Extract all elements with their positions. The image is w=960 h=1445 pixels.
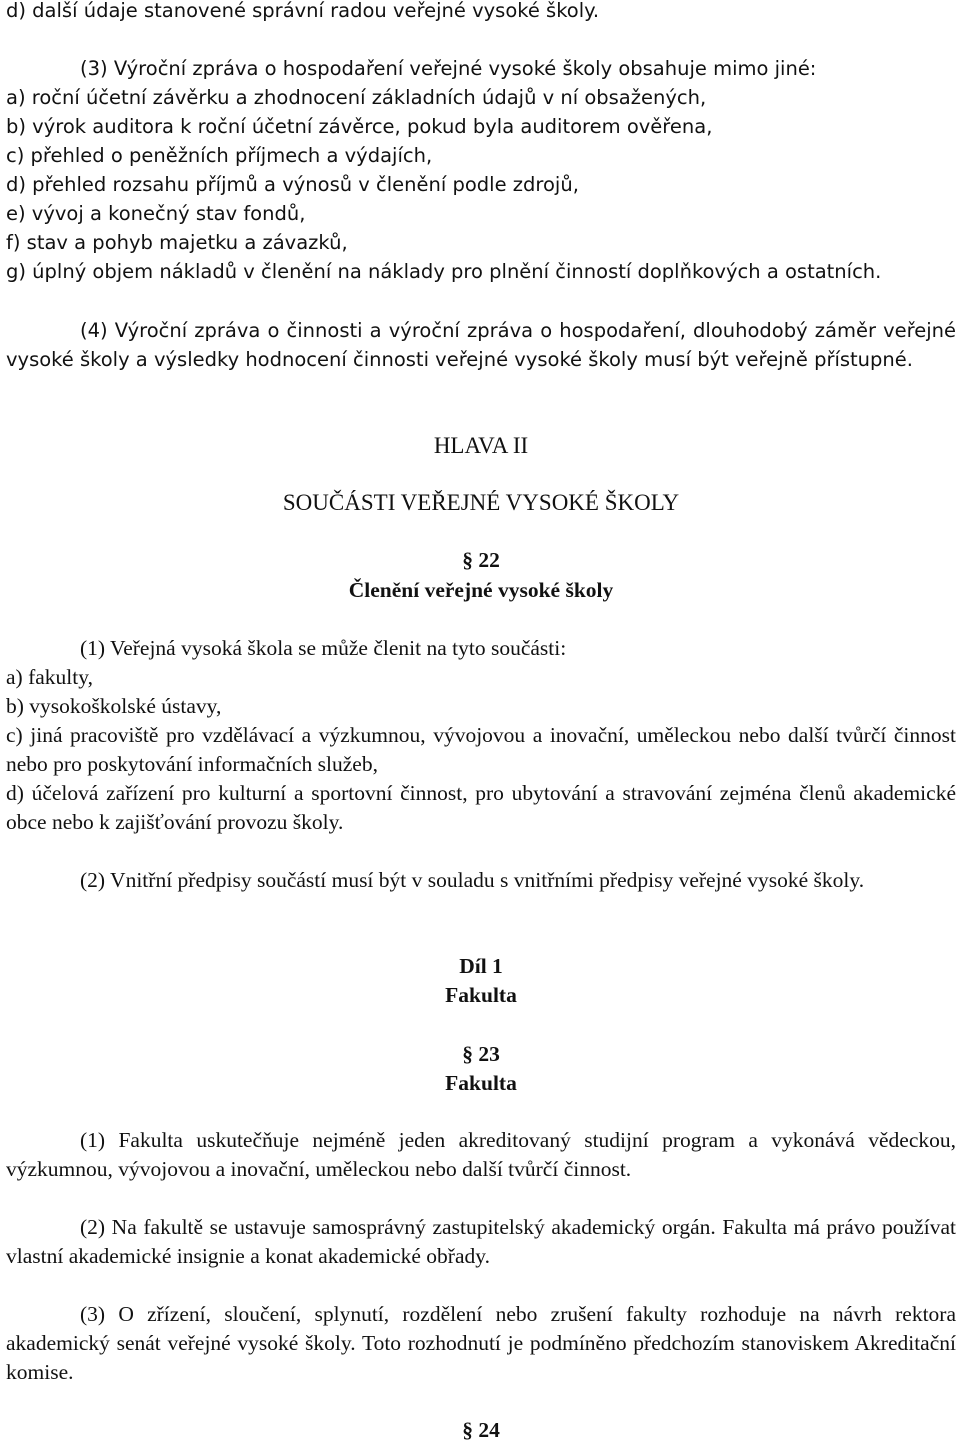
section-22-number: § 22 — [462, 548, 500, 572]
sec23-p3: (3) O zřízení, sloučení, splynutí, rozdělení nebo zrušení fakulty rozhoduje na návrh rektora akademický senát veřejné vysoké školy. Toto rozhodnutí je podmíněno předchozím stanoviskem Akreditační komise. — [6, 1302, 956, 1384]
section-24-number: § 24 — [462, 1418, 500, 1442]
dil-title: Fakulta — [445, 983, 517, 1007]
sec22-item-b: b) vysokoškolské ústavy, — [6, 694, 222, 718]
hlava-number: HLAVA II — [433, 433, 529, 458]
sec21-p3-item-d: d) přehled rozsahu příjmů a výnosů v členění podle zdrojů, — [6, 173, 579, 196]
section-22-title: Členění veřejné vysoké školy — [348, 578, 614, 602]
sec22-p2: (2) Vnitřní předpisy součástí musí být v souladu s vnitřními předpisy veřejné vysoké školy. — [80, 868, 865, 892]
sec22-item-d: d) účelová zařízení pro kulturní a sportovní činnost, pro ubytování a stravování zejména členů akademické obce nebo k zajišťování provozu školy. — [6, 781, 956, 834]
sec23-p2: (2) Na fakultě se ustavuje samosprávný zastupitelský akademický orgán. Fakulta má právo používat vlastní akademické insignie a konat akademické obřady. — [6, 1215, 956, 1268]
sec22-item-c: c) jiná pracoviště pro vzdělávací a výzkumnou, vývojovou a inovační, uměleckou nebo další tvůrčí činnost nebo pro poskytování informačních služeb, — [6, 723, 956, 776]
sec21-p3-item-c: c) přehled o peněžních příjmech a výdajích, — [6, 144, 433, 167]
sec23-p1: (1) Fakulta uskutečňuje nejméně jeden akreditovaný studijní program a vykonává vědeckou, výzkumnou, vývojovou a inovační, uměleckou nebo další tvůrčí činnost. — [6, 1128, 956, 1181]
sec21-p3-intro: (3) Výroční zpráva o hospodaření veřejné vysoké školy obsahuje mimo jiné: — [80, 57, 817, 80]
sec21-p3-item-a: a) roční účetní závěrku a zhodnocení základních údajů v ní obsažených, — [6, 86, 707, 109]
hlava-title: SOUČÁSTI VEŘEJNÉ VYSOKÉ ŠKOLY — [282, 490, 680, 515]
dil-number: Díl 1 — [459, 954, 503, 978]
sec21-p3-item-g: g) úplný objem nákladů v členění na náklady pro plnění činností doplňkových a ostatních. — [6, 260, 882, 283]
sec22-item-a: a) fakulty, — [6, 665, 93, 689]
sec21-p3-item-e: e) vývoj a konečný stav fondů, — [6, 202, 306, 225]
section-23-number: § 23 — [462, 1042, 500, 1066]
sec21-p3-item-f: f) stav a pohyb majetku a závazků, — [6, 231, 348, 254]
sec22-p1-intro: (1) Veřejná vysoká škola se může členit na tyto součásti: — [80, 636, 567, 660]
sec21-p3-item-b: b) výrok auditora k roční účetní závěrce, pokud byla auditorem ověřena, — [6, 115, 713, 138]
section-23-title: Fakulta — [445, 1071, 517, 1095]
sec21-item-d: d) další údaje stanovené správní radou veřejné vysoké školy. — [6, 0, 600, 22]
sec21-p4: (4) Výroční zpráva o činnosti a výroční zpráva o hospodaření, dlouhodobý záměr veřejné vysoké školy a výsledky hodnocení činnosti veřejné vysoké školy musí být veřejně přístupné. — [6, 319, 956, 371]
